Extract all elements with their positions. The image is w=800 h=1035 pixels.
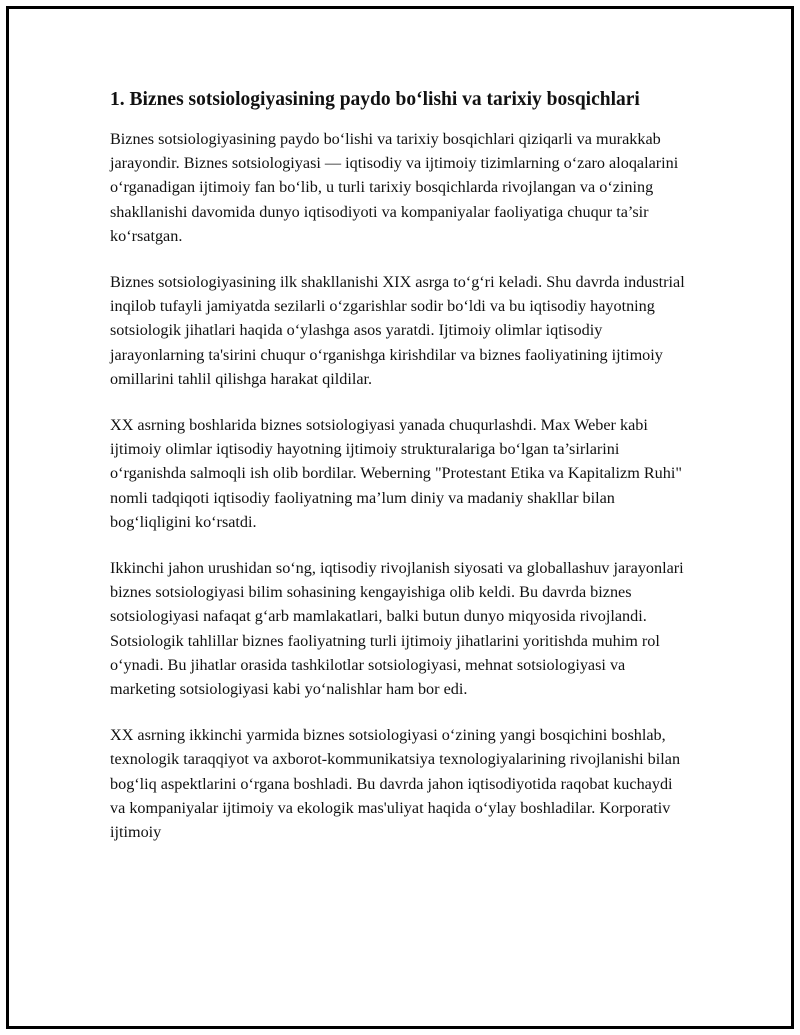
section-heading: 1. Biznes sotsiologiyasining paydo bo‘lishi va tarixiy bosqichlari [110,89,640,110]
paragraph-5: XX asrning ikkinchi yarmida biznes sotsiologiyasi o‘zining yangi bosqichini boshlab, texnologik taraqqiyot va axborot-kommunikatsiya texnologiyalarining rivojlanishi bilan bog‘liq aspektlarini o‘rgana boshladi. Bu davrda jahon iqtisodiyotida raqobat kuchaydi va kompaniyalar ijtimoiy va ekologik mas'uliyat haqida o‘ylay boshladilar. Korporativ ijtimoiy [110,726,681,842]
document-body [110,86,690,866]
paragraph-3: XX asrning boshlarida biznes sotsiologiyasi yanada chuqurlashdi. Max Weber kabi ijtimoiy olimlar iqtisodiy hayotning ijtimoiy strukturalariga bo‘lgan ta’sirlarini o‘rganishda salmoqli ish olib bordilar. Weberning "Protestant Etika va Kapitalizm Ruhi" nomli tadqiqoti iqtisodiy faoliyatning ma’lum diniy va madaniy shakllar bilan bog‘liqligini ko‘rsatdi. [110,416,682,531]
paragraph-2: Biznes sotsiologiyasining ilk shakllanishi XIX asrga to‘g‘ri keladi. Shu davrda industrial inqilob tufayli jamiyatda sezilarli o‘zgarishlar sodir bo‘ldi va bu iqtisodiy hayotning sotsiologik jihatlari haqida o‘ylashga asos yaratdi. Ijtimoiy olimlar iqtisodiy jarayonlarning ta'sirini chuqur o‘rganishga kirishdilar va biznes faoliyatining ijtimoiy omillarini tahlil qilishga harakat qildilar. [110,273,685,388]
paragraph-4: Ikkinchi jahon urushidan so‘ng, iqtisodiy rivojlanish siyosati va globallashuv jarayonlari biznes sotsiologiyasi bilim sohasining kengayishiga olib keldi. Bu davrda biznes sotsiologiyasi nafaqat g‘arb mamlakatlari, balki butun dunyo miqyosida rivojlandi. Sotsiologik tahlillar biznes faoliyatning turli ijtimoiy jihatlarini yoritishda muhim rol o‘ynadi. Bu jihatlar orasida tashkilotlar sotsiologiyasi, mehnat sotsiologiyasi va marketing sotsiologiyasi kabi yo‘nalishlar ham bor edi. [110,559,684,699]
paragraph-1: Biznes sotsiologiyasining paydo bo‘lishi va tarixiy bosqichlari qiziqarli va murakkab jarayondir. Biznes sotsiologiyasi — iqtisodiy va ijtimoiy tizimlarning o‘zaro aloqalarini o‘rganadigan ijtimoiy fan bo‘lib, u turli tarixiy bosqichlarda rivojlangan va o‘zining shakllanishi davomida dunyo iqtisodiyoti va kompaniyalar faoliyatiga chuqur ta’sir ko‘rsatgan. [110,130,679,245]
